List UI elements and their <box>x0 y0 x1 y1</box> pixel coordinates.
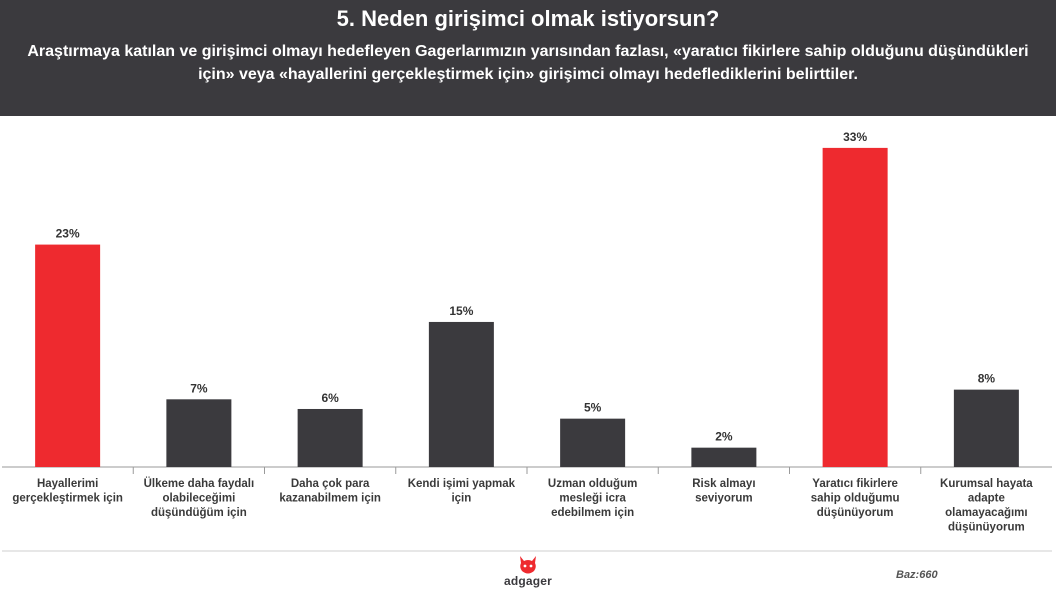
category-label: Kurumsal hayata adapte olamayacağımı düşünüyorum <box>940 478 1033 534</box>
bar-value-label: 33% <box>843 129 868 144</box>
category-label: Yaratıcı fikirlere sahip olduğumu düşünüyorum <box>810 478 900 519</box>
bar-chart <box>0 116 1056 593</box>
bar <box>298 409 363 467</box>
base-size-note: Baz:660 <box>896 569 938 581</box>
category-label: Uzman olduğum mesleği icra edebilmem için <box>547 478 638 519</box>
category-label: Kendi işimi yapmak için <box>407 478 516 505</box>
chart-subtitle: Araştırmaya katılan ve girişimci olmayı hedefleyen Gagerlarımızın yarısından fazlası, «yaratıcı fikirlere sahip olduğunu düşündükleri için» veya «hayallerini gerçekleştirmek için» girişimci olmayı hedeflediklerini belirttiler. <box>27 43 1029 83</box>
brand-logo <box>498 554 558 590</box>
bar <box>691 448 756 467</box>
category-label: Risk almayı seviyorum <box>692 478 756 505</box>
chart-title: 5. Neden girişimci olmak istiyorsun? <box>336 6 720 31</box>
bar <box>823 148 888 467</box>
devil-mascot-icon <box>517 554 539 576</box>
bar-value-label: 6% <box>321 390 339 405</box>
bar-value-label: 15% <box>449 303 474 318</box>
bar-value-label: 5% <box>583 400 602 415</box>
bar-value-label: 8% <box>977 371 996 386</box>
bar <box>35 245 100 467</box>
category-label: Hayallerimi gerçekleştirmek için <box>12 478 123 505</box>
category-label: Daha çok para kazanabilmem için <box>279 478 381 505</box>
brand-name: adgager <box>503 574 553 588</box>
bar-value-label: 2% <box>715 429 733 444</box>
bar-value-label: 23% <box>55 226 80 241</box>
bar-value-label: 7% <box>190 381 208 396</box>
chart-header <box>0 0 1056 116</box>
bar <box>954 390 1019 467</box>
bar <box>560 419 625 467</box>
bar <box>429 322 494 467</box>
category-label: Ülkeme daha faydalı olabileceğimi düşündüğüm için <box>143 478 255 519</box>
bar <box>166 399 231 467</box>
